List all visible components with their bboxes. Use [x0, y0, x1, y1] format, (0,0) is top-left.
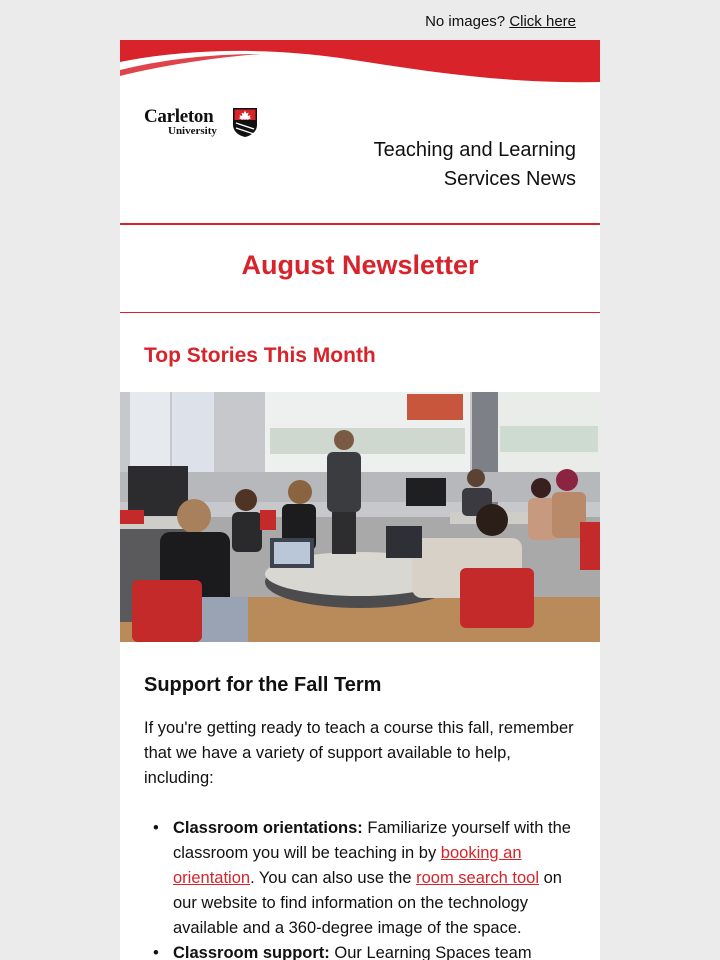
- view-online-link[interactable]: Click here: [509, 13, 576, 30]
- header-wave-graphic: [120, 40, 600, 84]
- bullet-text: Familiarize yourself with the classroom you will be teaching in by: [173, 819, 571, 862]
- preheader: [0, 13, 576, 30]
- section-heading: Top Stories This Month: [144, 344, 376, 367]
- newsletter-department-title: Teaching and Learning Services News: [373, 139, 576, 190]
- story-intro: If you're getting ready to teach a course this fall, remember that we have a variety of support available to help, including:: [144, 719, 574, 787]
- newsletter-title: August Newsletter: [241, 250, 479, 280]
- list-item: [144, 816, 576, 941]
- bullet-label: Classroom orientations:: [173, 819, 363, 837]
- maple-leaf-shield-icon: [232, 107, 258, 138]
- email-card: [120, 40, 600, 960]
- classroom-photo[interactable]: [120, 392, 600, 642]
- divider: [120, 312, 600, 313]
- story-title: Support for the Fall Term: [144, 674, 382, 696]
- bullet-text: on our website to find information on the technology available and a 360-degree image of the space.: [173, 869, 562, 937]
- divider: [120, 223, 600, 225]
- carleton-logo[interactable]: [144, 106, 264, 140]
- bullet-text: Our Learning Spaces team: [329, 944, 532, 960]
- logo-wordmark: Carleton: [144, 106, 214, 127]
- booking-orientation-link[interactable]: booking an orientation: [173, 844, 522, 887]
- logo-subwordmark: University: [168, 125, 217, 137]
- list-item: [144, 941, 576, 960]
- support-list: [144, 816, 576, 960]
- preheader-text: No images?: [425, 13, 506, 30]
- bullet-label: Classroom support:: [173, 944, 330, 960]
- room-search-tool-link[interactable]: room search tool: [416, 869, 540, 887]
- bullet-text: . You can also use the: [250, 869, 417, 887]
